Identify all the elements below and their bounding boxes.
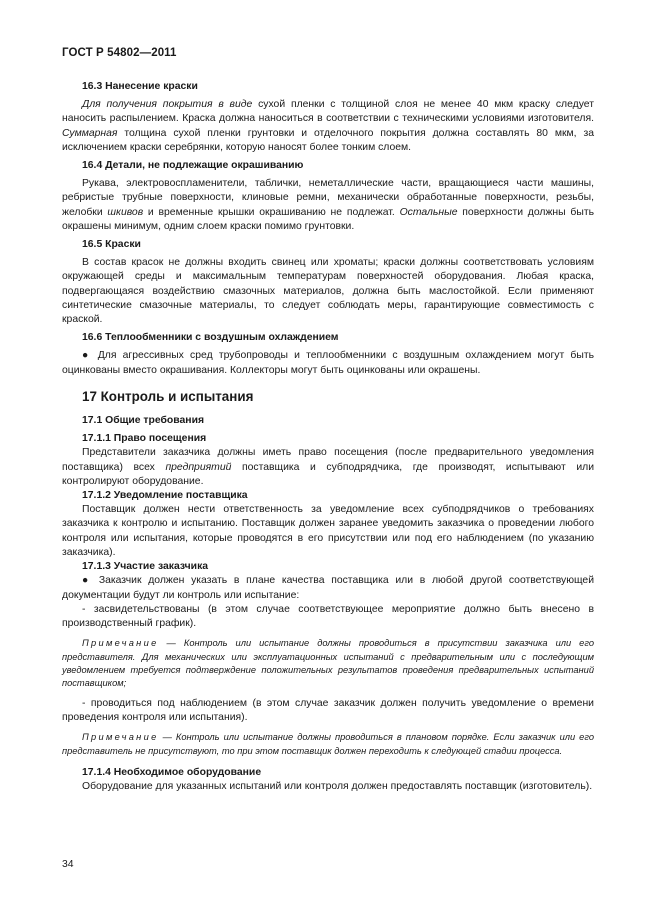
page-body [62,80,594,794]
section-17-1-3-item-witnessed: - засвидетельствованы (в этом случае соответствующее мероприятие должно быть внесено в производственный график). [62,603,594,629]
note-1: Примечание — Контроль или испытание должны проводиться в присутствии заказчика или его представителя. Для механических или эксплуатационных испытаний с предварительным или с последующим уведомлением требуется подтверждение положительных результатов проведения предварительных испытаний поставщиком; [62,638,594,689]
section-16-3-paragraph: Для получения покрытия в виде сухой пленки с толщиной слоя не менее 40 мкм краску следует наносить распылением. Краска должна наноситься в соответствии с техническими условиями изготовителя. Суммарная толщина сухой пленки грунтовки и отделочного покрытия должна составлять 80 мкм, за исключением краски серебрянки, которую наносят более тонким слоем. [62,99,594,153]
section-16-5-paragraph: В состав красок не должны входить свинец или хроматы; краски должны соответствовать условиям окружающей среды и максимальным температурам поверхностей оборудования. Любая краска, подвергающаяся воздействию смазочных материалов, должна быть маслостойкой. Если применяют синтетические смазочные материалы, то следует соблюдать меры, гарантирующие совместимость с краской. [62,257,594,326]
section-17-1-4-heading: 17.1.4 Необходимое оборудование [82,766,262,778]
section-16-4-heading: 16.4 Детали, не подлежащие окрашиванию [82,160,304,172]
section-17-1-1-paragraph: Представители заказчика должны иметь право посещения (после предварительного уведомления поставщика) всех предприятий поставщика и субподрядчика, где производят, испытывают или контролируют оборудование. [62,447,595,487]
section-17-1-3-paragraph: ● Заказчик должен указать в плане качества поставщика или в любой другой соответствующей документации будут ли контроль или испытание: [62,575,594,601]
document-header: ГОСТ Р 54802—2011 [62,47,177,59]
note-2: Примечание — Контроль или испытание должны проводиться в плановом порядке. Если заказчик или его представитель не присутствуют, то при этом поставщик должен переходить к следующей стадии процесса. [62,732,594,756]
section-17-1-2-paragraph: Поставщик должен нести ответственность за уведомление всех субподрядчиков о требованиях заказчика к контролю и испытанию. Поставщик должен заранее уведомить заказчика о проведении любого контроля или испытания, которые проводятся в его присутствии или под его наблюдением (по указанию заказчика). [62,504,594,558]
section-17-1-3-item-observed: - проводиться под наблюдением (в этом случае заказчик должен получить уведомление о времени проведения контроля или испытания). [62,697,594,723]
section-16-6-heading: 16.6 Теплообменники с воздушным охлаждением [82,332,339,344]
section-16-4-paragraph: Рукава, электровоспламенители, таблички, неметаллические части, вращающиеся части машины, ребристые трубные поверхности, клиновые ремни, механически обработанные поверхности, резьбы, желобки шкивов и временные крышки окрашиванию не подлежат. Остальные поверхности должны быть окрашены минимум, одним слоем краски помимо грунтовки. [62,178,594,232]
section-17-1-heading: 17.1 Общие требования [82,415,205,427]
section-17-heading: 17 Контроль и испытания [82,388,254,404]
section-17-1-4-paragraph: Оборудование для указанных испытаний или контроля должен предоставлять поставщик (изготовитель). [82,781,593,793]
section-16-6-paragraph: ● Для агрессивных сред трубопроводы и теплообменники с воздушным охлаждением могут быть оцинкованы вместо окрашивания. Коллекторы могут быть оцинкованы или окрашены. [62,350,594,376]
section-16-3-heading: 16.3 Нанесение краски [82,81,198,92]
page-number: 34 [62,859,74,870]
section-17-1-3-heading: 17.1.3 Участие заказчика [82,561,209,573]
section-17-1-2-heading: 17.1.2 Уведомление поставщика [82,490,248,502]
section-16-5-heading: 16.5 Краски [82,239,141,251]
section-17-1-1-heading: 17.1.1 Право посещения [82,433,207,445]
